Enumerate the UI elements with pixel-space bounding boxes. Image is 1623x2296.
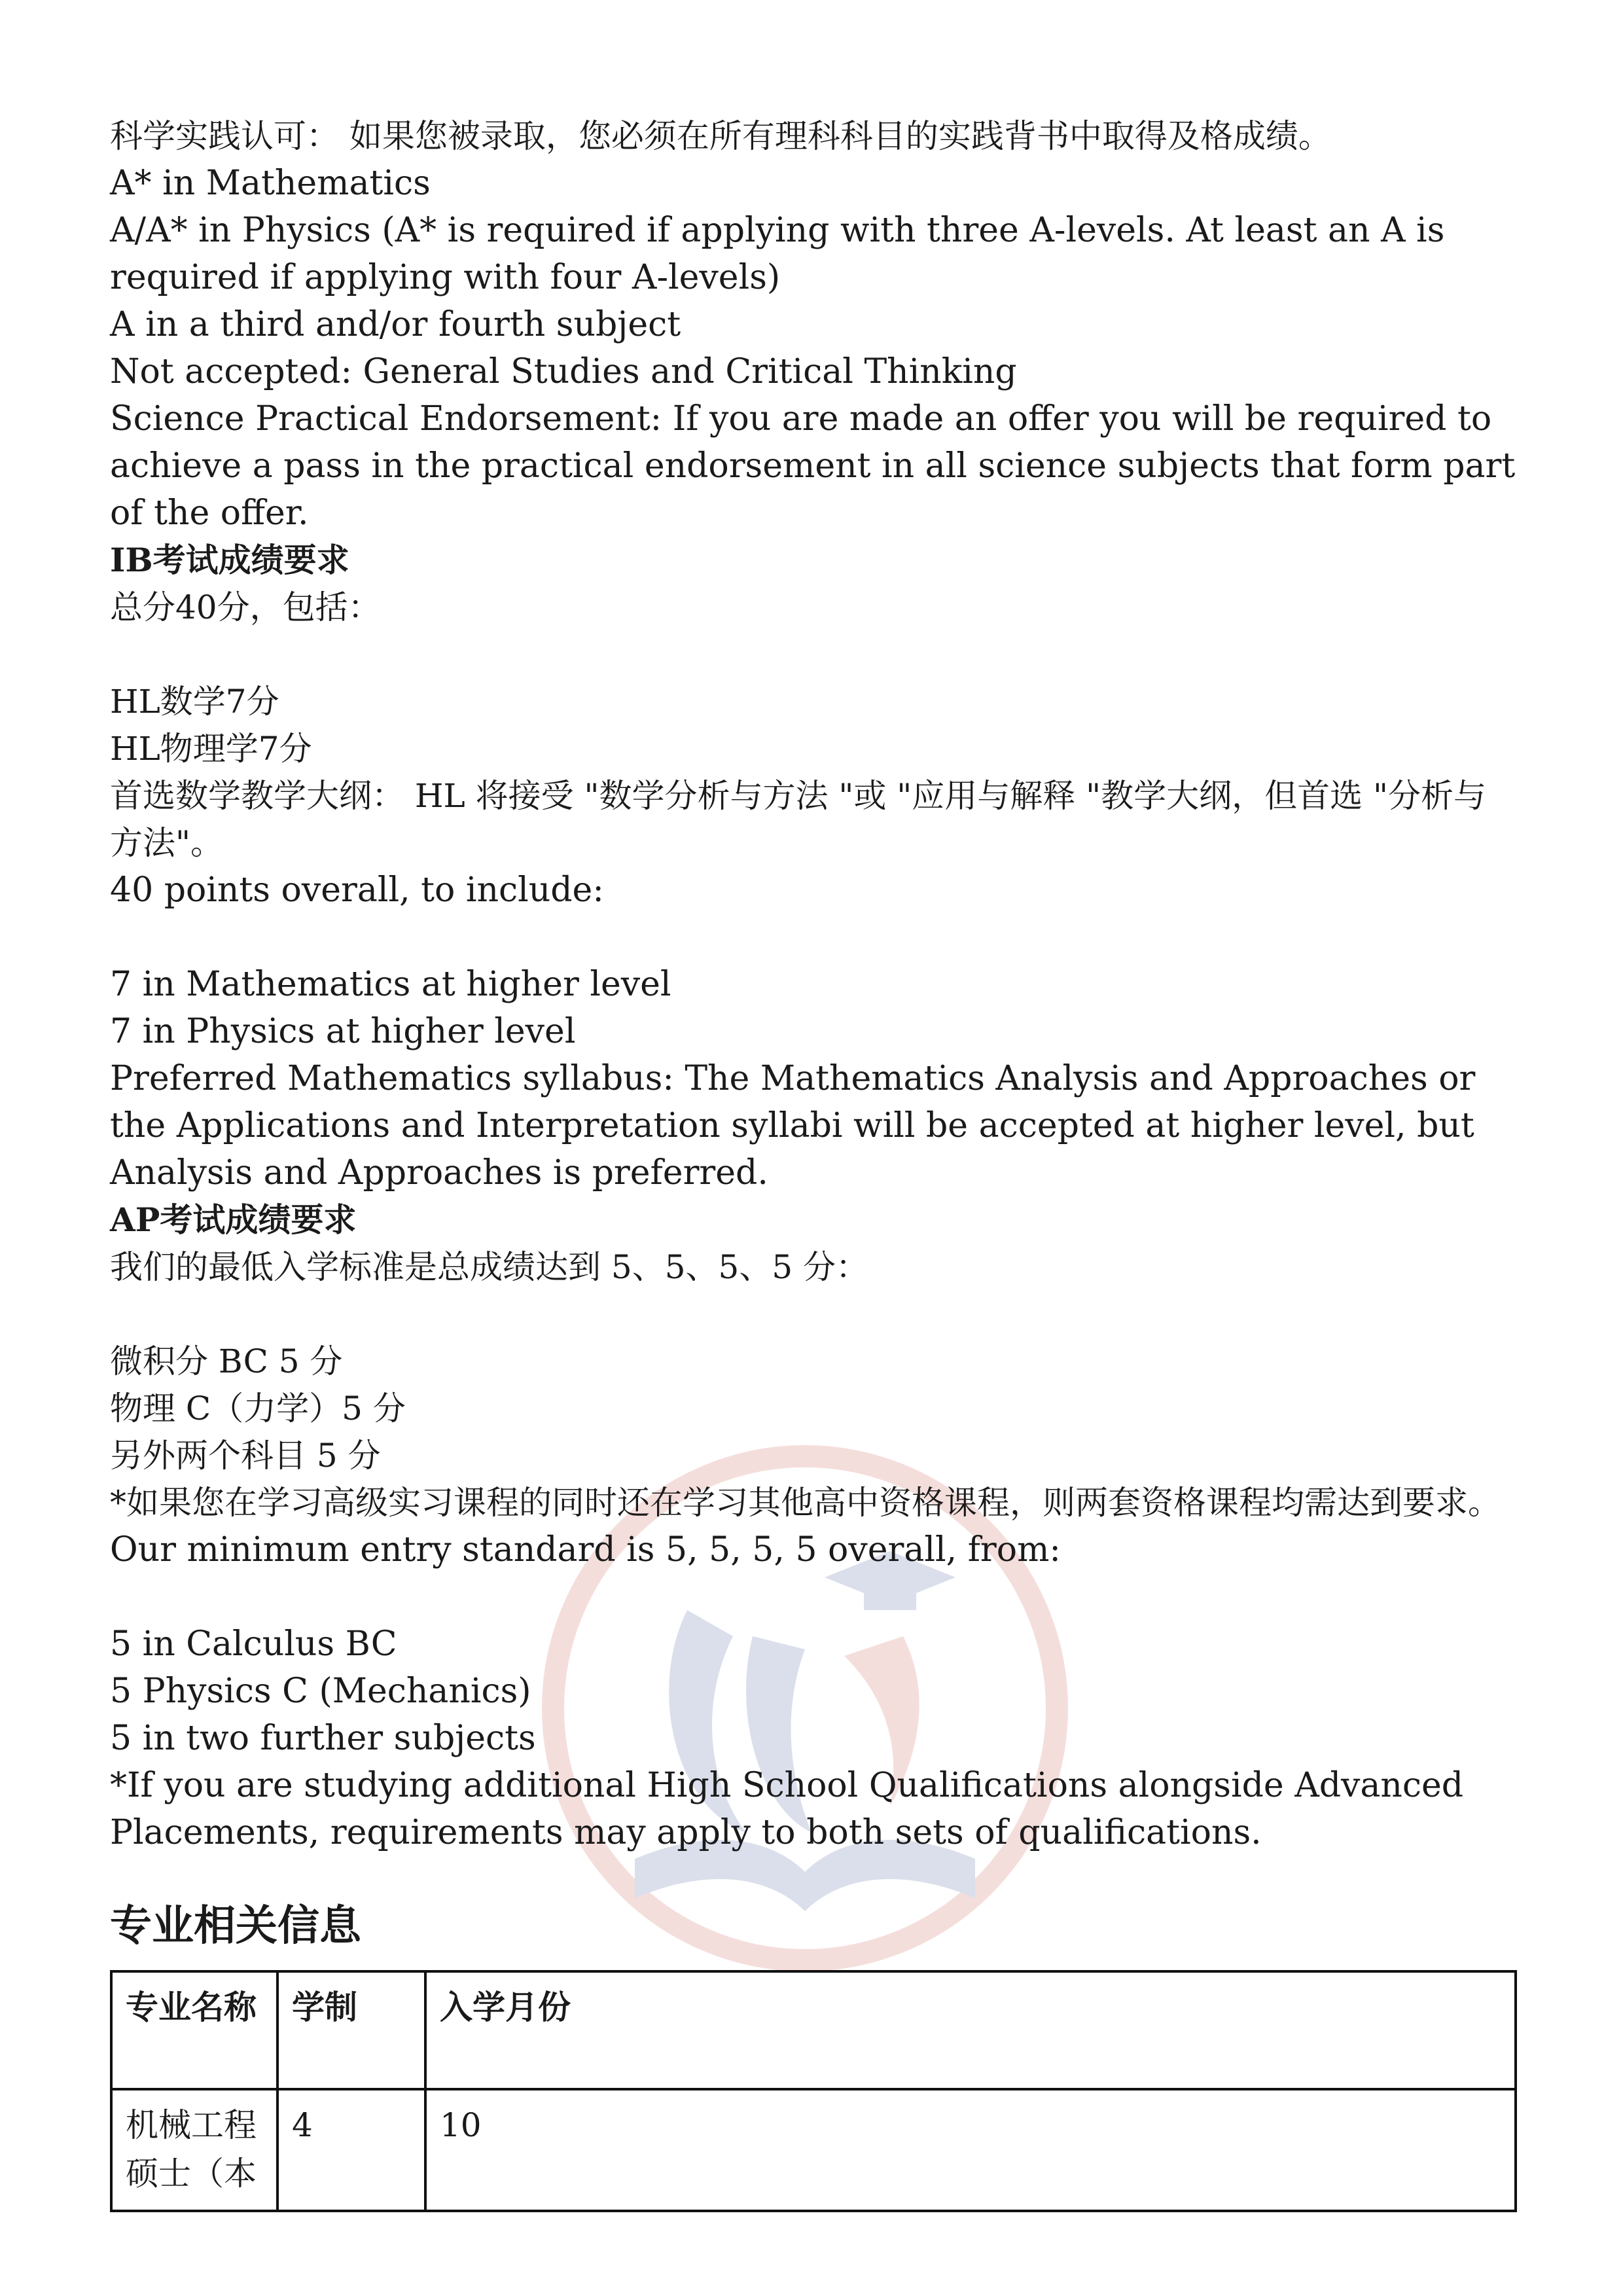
column-header-program-name: 专业名称 — [111, 1971, 277, 2089]
a-level-not-accepted: Not accepted: General Studies and Critical Thinking — [110, 352, 1017, 391]
column-header-intake-month: 入学月份 — [425, 1971, 1516, 2089]
table-header-row — [111, 1971, 1516, 2089]
a-level-third-subject: A in a third and/or fourth subject — [110, 305, 681, 344]
ib-item-cn: HL物理学7分 — [110, 730, 312, 768]
cell-intake-month: 10 — [425, 2089, 1516, 2211]
column-header-duration: 学制 — [277, 1971, 425, 2089]
ap-item-cn: *如果您在学习高级实习课程的同时还在学习其他高中资格课程，则两套资格课程均需达到要求。 — [110, 1484, 1501, 1522]
ap-item-cn: 另外两个科目 5 分 — [110, 1437, 381, 1475]
program-table — [110, 1970, 1517, 2212]
spacer — [110, 631, 1517, 678]
ap-item-en: 5 Physics C (Mechanics) — [110, 1672, 531, 1711]
ap-item-en: 5 in Calculus BC — [110, 1624, 397, 1664]
ib-item-en: 7 in Mathematics at higher level — [110, 965, 671, 1004]
spacer — [110, 1291, 1517, 1338]
ap-heading: AP考试成绩要求 — [110, 1200, 357, 1239]
a-level-physics: A/A* in Physics (A* is required if applying with three A-levels. At least an A is required if applying with four A-levels) — [110, 211, 1445, 297]
cell-program-name: 机械工程硕士（本 — [111, 2089, 277, 2211]
table-row — [111, 2089, 1516, 2211]
spacer — [110, 1573, 1517, 1621]
document-body — [110, 113, 1517, 2212]
ap-item-cn: 物理 C（力学）5 分 — [110, 1390, 406, 1427]
science-practical-en: Science Practical Endorsement: If you are made an offer you will be required to achieve a pass in the practical endorsement in all science subjects that form part of the offer. — [110, 399, 1516, 533]
spacer — [110, 914, 1517, 961]
ap-item-cn: 微积分 BC 5 分 — [110, 1342, 343, 1380]
ib-intro-cn: 总分40分，包括： — [110, 588, 381, 626]
ib-item-cn: HL数学7分 — [110, 683, 279, 721]
science-practical-cn: 科学实践认可： 如果您被录取，您必须在所有理科科目的实践背书中取得及格成绩。 — [110, 117, 1331, 155]
ap-intro-en: Our minimum entry standard is 5, 5, 5, 5 overall, from: — [110, 1530, 1061, 1570]
ap-intro-cn: 我们的最低入学标准是总成绩达到 5、5、5、5 分： — [110, 1248, 869, 1286]
ap-item-en: *If you are studying additional High School Qualifications alongside Advanced Placements, requirements may apply to both sets of qualifications. — [110, 1766, 1464, 1852]
ib-intro-en: 40 points overall, to include: — [110, 870, 604, 910]
ib-item-cn: 首选数学教学大纲： HL 将接受 "数学分析与方法 "或 "应用与解释 "教学大纲，但首选 "分析与方法"。 — [110, 777, 1487, 862]
ap-item-en: 5 in two further subjects — [110, 1719, 536, 1758]
ib-item-en: 7 in Physics at higher level — [110, 1012, 576, 1051]
cell-duration: 4 — [277, 2089, 425, 2211]
a-level-maths: A* in Mathematics — [110, 164, 431, 203]
ib-heading: IB考试成绩要求 — [110, 541, 349, 579]
ib-item-en: Preferred Mathematics syllabus: The Mathematics Analysis and Approaches or the Applications and Interpretation syllabi will be accepted at higher level, but Analysis and Approaches is preferred. — [110, 1059, 1476, 1193]
program-section-title: 专业相关信息 — [110, 1902, 361, 1950]
